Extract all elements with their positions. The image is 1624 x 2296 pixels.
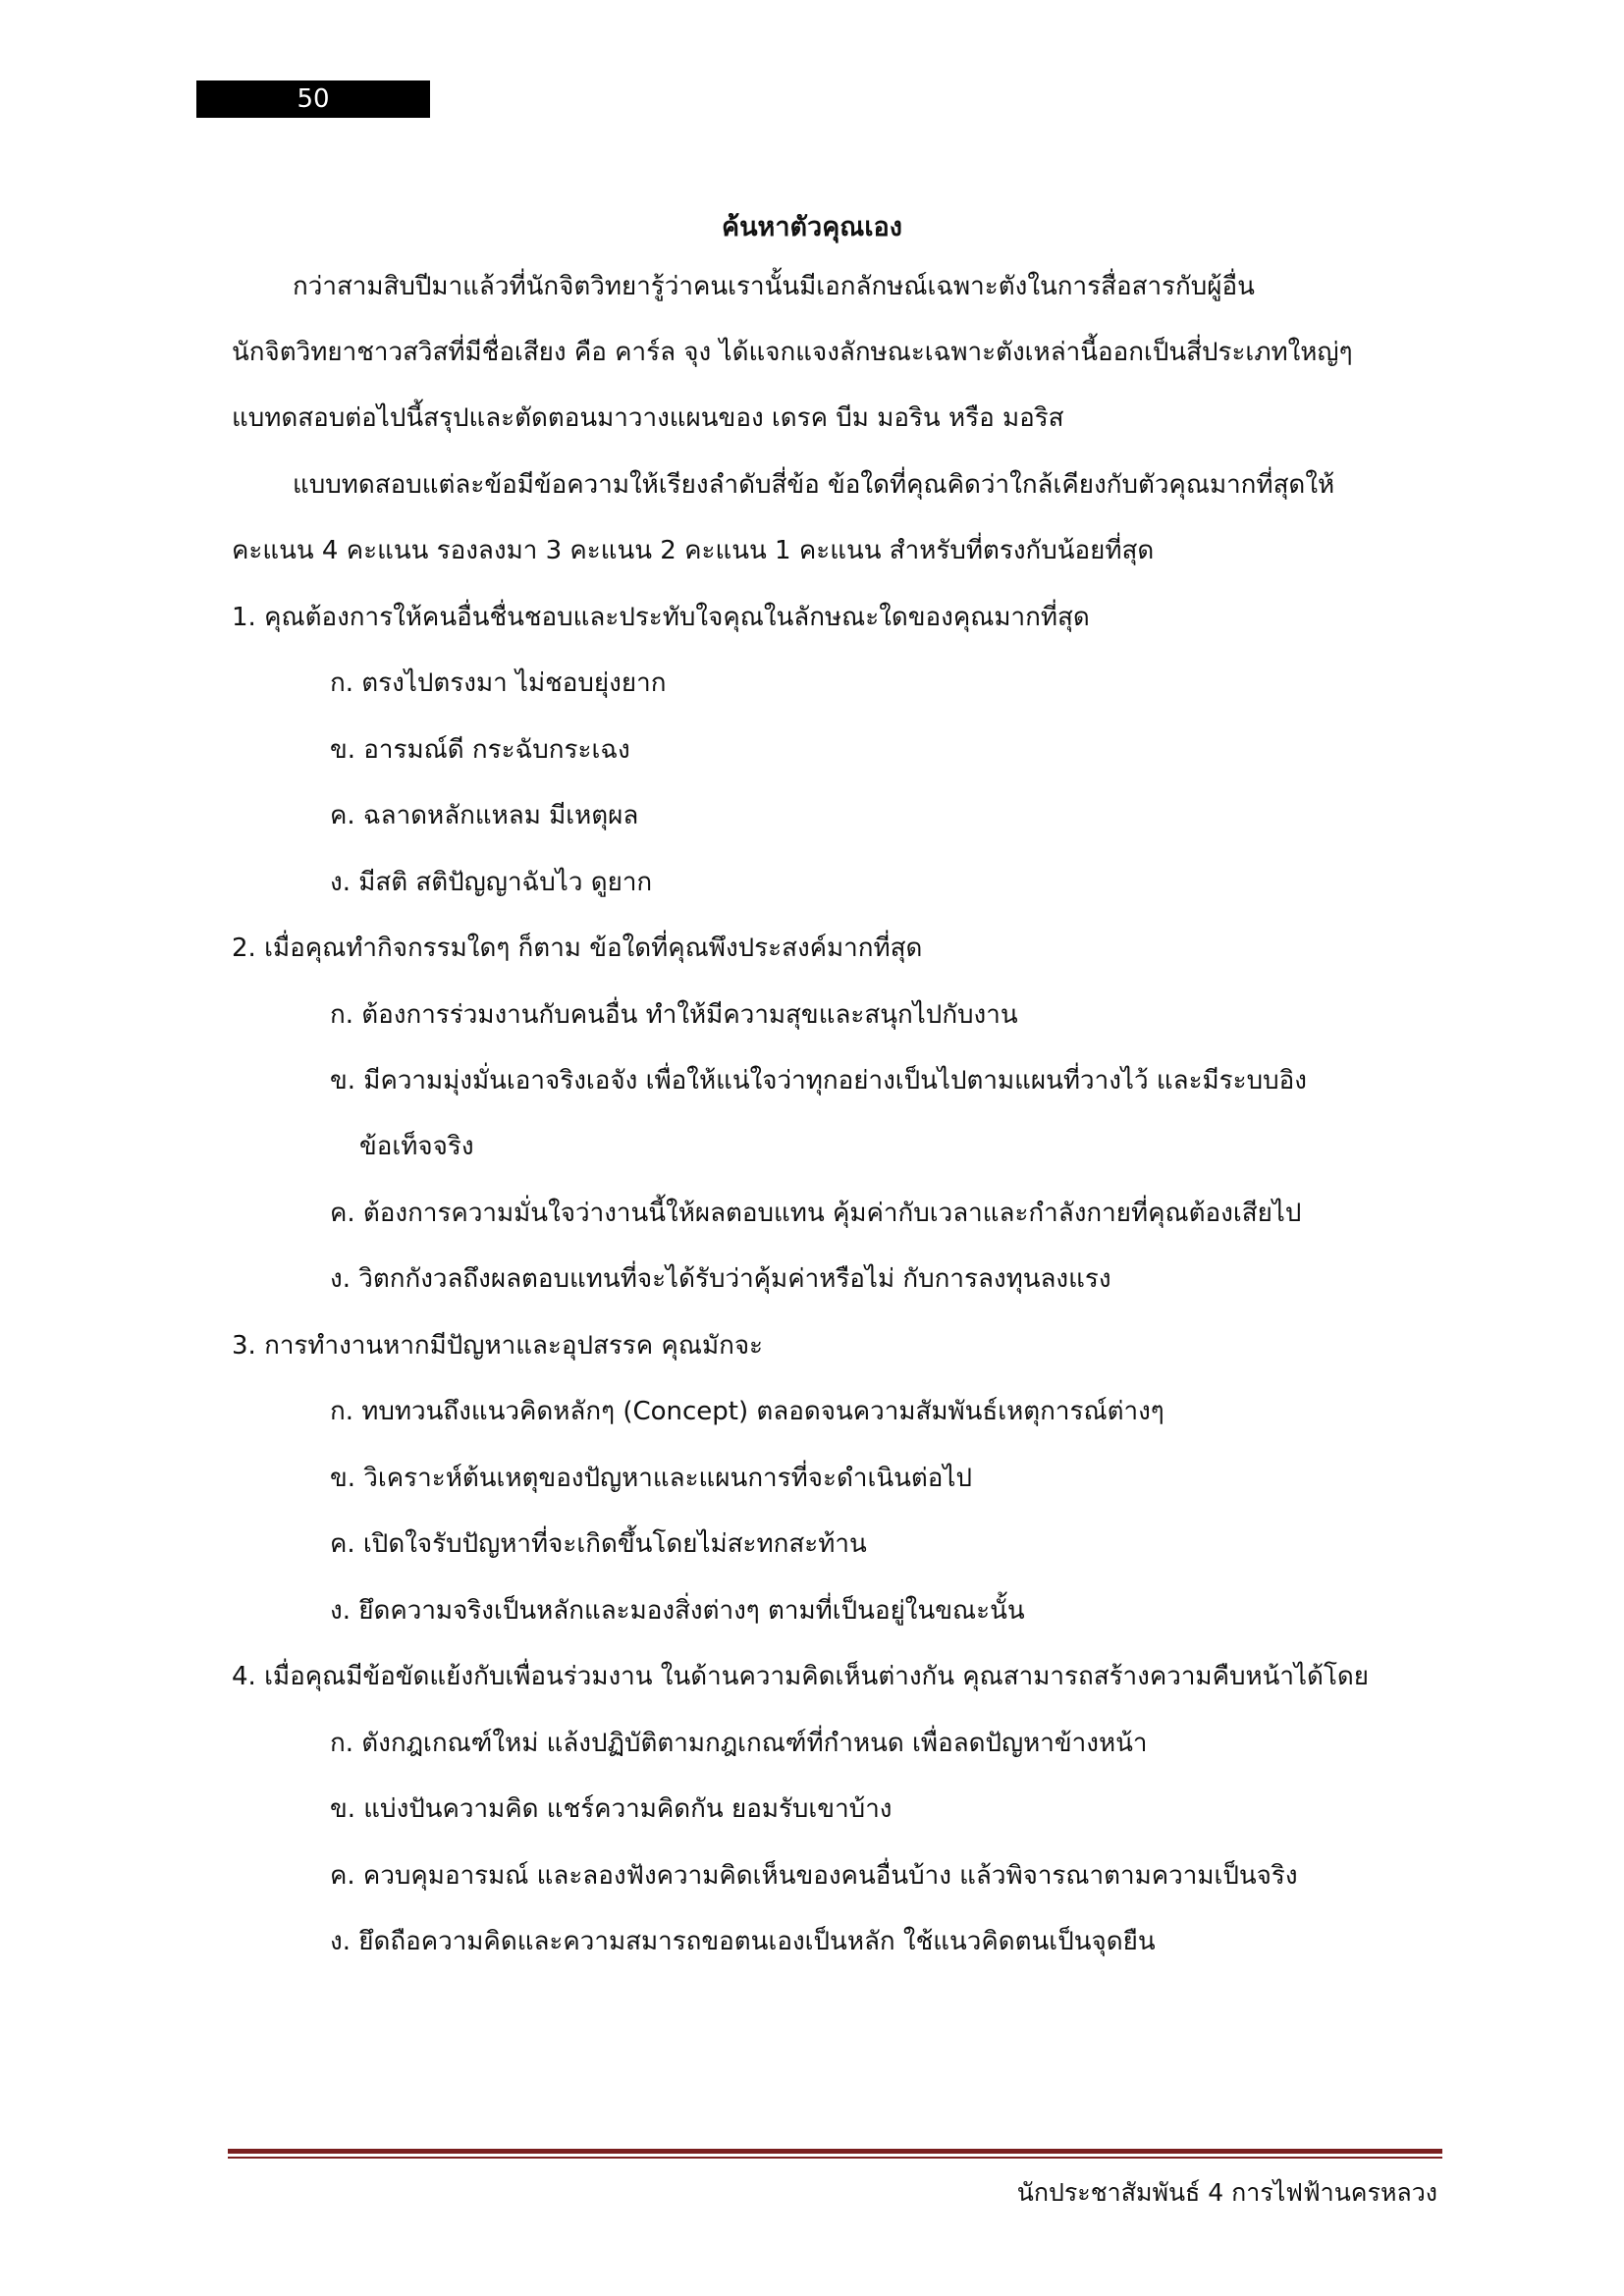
question-1-option-b: ข. อารมณ์ดี กระฉับกระเฉง (330, 735, 630, 765)
question-4-option-d: ง. ยึดถือความคิดและความสมารถขอตนเองเป็นหลัก ใช้แนวคิดตนเป็นจุดยืน (330, 1927, 1156, 1956)
intro-line-2: นักจิตวิทยาชาวสวิสที่มีชื่อเสียง คือ คาร์ล จุง ได้แจกแจงลักษณะเฉพาะตังเหล่านี้ออกเป็นสี่ประเภทใหญ่ๆ (232, 338, 1353, 367)
question-2-option-c: ค. ต้องการความมั่นใจว่างานนี้ให้ผลตอบแทน คุ้มค่ากับเวลาและกำลังกายที่คุณต้องเสียไป (330, 1199, 1302, 1228)
question-4-option-b: ข. แบ่งปันความคิด แชร์ความคิดกัน ยอมรับเขาบ้าง (330, 1794, 893, 1824)
question-1-option-d: ง. มีสติ สติปัญญาฉับไว ดูยาก (330, 868, 653, 897)
question-3: 3. การทำงานหากมีปัญหาและอุปสรรค คุณมักจะ (232, 1331, 764, 1361)
question-2-option-a: ก. ต้องการร่วมงานกับคนอื่น ทำให้มีความสุขและสนุกไปกับงาน (330, 1000, 1018, 1030)
question-2-option-d: ง. วิตกกังวลถึงผลตอบแทนที่จะได้รับว่าคุ้มค่าหรือไม่ กับการลงทุนลงแรง (330, 1264, 1111, 1294)
question-1-option-a: ก. ตรงไปตรงมา ไม่ชอบยุ่งยาก (330, 668, 667, 698)
footer-text: นักประชาสัมพันธ์ 4 การไฟฟ้านครหลวง (1016, 2178, 1437, 2207)
page-title: ค้นหาตัวคุณเอง (722, 212, 902, 242)
question-4-option-a: ก. ตังกฎเกณฑ์ใหม่ แล้งปฏิบัติตามกฎเกณฑ์ที่กำหนด เพื่อลดปัญหาข้างหน้า (330, 1729, 1148, 1758)
question-3-option-a: ก. ทบทวนถึงแนวคิดหลักๆ (Concept) ตลอดจนความสัมพันธ์เหตุการณ์ต่างๆ (330, 1397, 1164, 1426)
intro-line-5: คะแนน 4 คะแนน รองลงมา 3 คะแนน 2 คะแนน 1 คะแนน สำหรับที่ตรงกับน้อยที่สุด (232, 536, 1155, 565)
intro-line-3: แบทดสอบต่อไปนี้สรุปและตัดตอนมาวางแผนของ เดรค บีม มอริน หรือ มอริส (232, 403, 1064, 433)
footer-rule-thin (228, 2157, 1442, 2159)
question-3-option-c: ค. เปิดใจรับปัญหาที่จะเกิดขึ้นโดยไม่สะทกสะท้าน (330, 1529, 867, 1559)
question-2: 2. เมื่อคุณทำกิจกรรมใดๆ ก็ตาม ข้อใดที่คุณพึงประสงค์มากที่สุด (232, 934, 923, 963)
question-1-option-c: ค. ฉลาดหลักแหลม มีเหตุผล (330, 801, 639, 830)
question-3-option-d: ง. ยึดความจริงเป็นหลักและมองสิ่งต่างๆ ตามที่เป็นอยู่ในขณะนั้น (330, 1596, 1025, 1626)
footer-rule-thick (228, 2149, 1442, 2154)
question-2-option-b-continuation: ข้อเท็จจริง (359, 1132, 474, 1161)
question-4: 4. เมื่อคุณมีข้อขัดแย้งกับเพื่อนร่วมงาน ในด้านความคิดเห็นต่างกัน คุณสามารถสร้างความคืบหน้าได้โดย (232, 1662, 1370, 1691)
page-number: 50 (196, 80, 430, 118)
question-4-option-c: ค. ควบคุมอารมณ์ และลองฟังความคิดเห็นของคนอื่นบ้าง แล้วพิจารณาตามความเป็นจริง (330, 1861, 1298, 1891)
question-1: 1. คุณต้องการให้คนอื่นชื่นชอบและประทับใจคุณในลักษณะใดของคุณมากที่สุด (232, 603, 1090, 632)
question-2-option-b: ข. มีความมุ่งมั่นเอาจริงเอจัง เพื่อให้แน่ใจว่าทุกอย่างเป็นไปตามแผนที่วางไว้ และมีระบบอิง (330, 1066, 1307, 1095)
intro-line-4: แบบทดสอบแต่ละข้อมีข้อความให้เรียงลำดับสี่ข้อ ข้อใดที่คุณคิดว่าใกล้เคียงกับตัวคุณมากที่สุดให้ (293, 470, 1335, 500)
question-3-option-b: ข. วิเคราะห์ต้นเหตุของปัญหาและแผนการที่จะดำเนินต่อไป (330, 1464, 972, 1493)
intro-line-1: กว่าสามสิบปีมาแล้วที่นักจิตวิทยารู้ว่าคนเรานั้นมีเอกลักษณ์เฉพาะตังในการสื่อสารกับผู้อื่น (293, 272, 1255, 301)
